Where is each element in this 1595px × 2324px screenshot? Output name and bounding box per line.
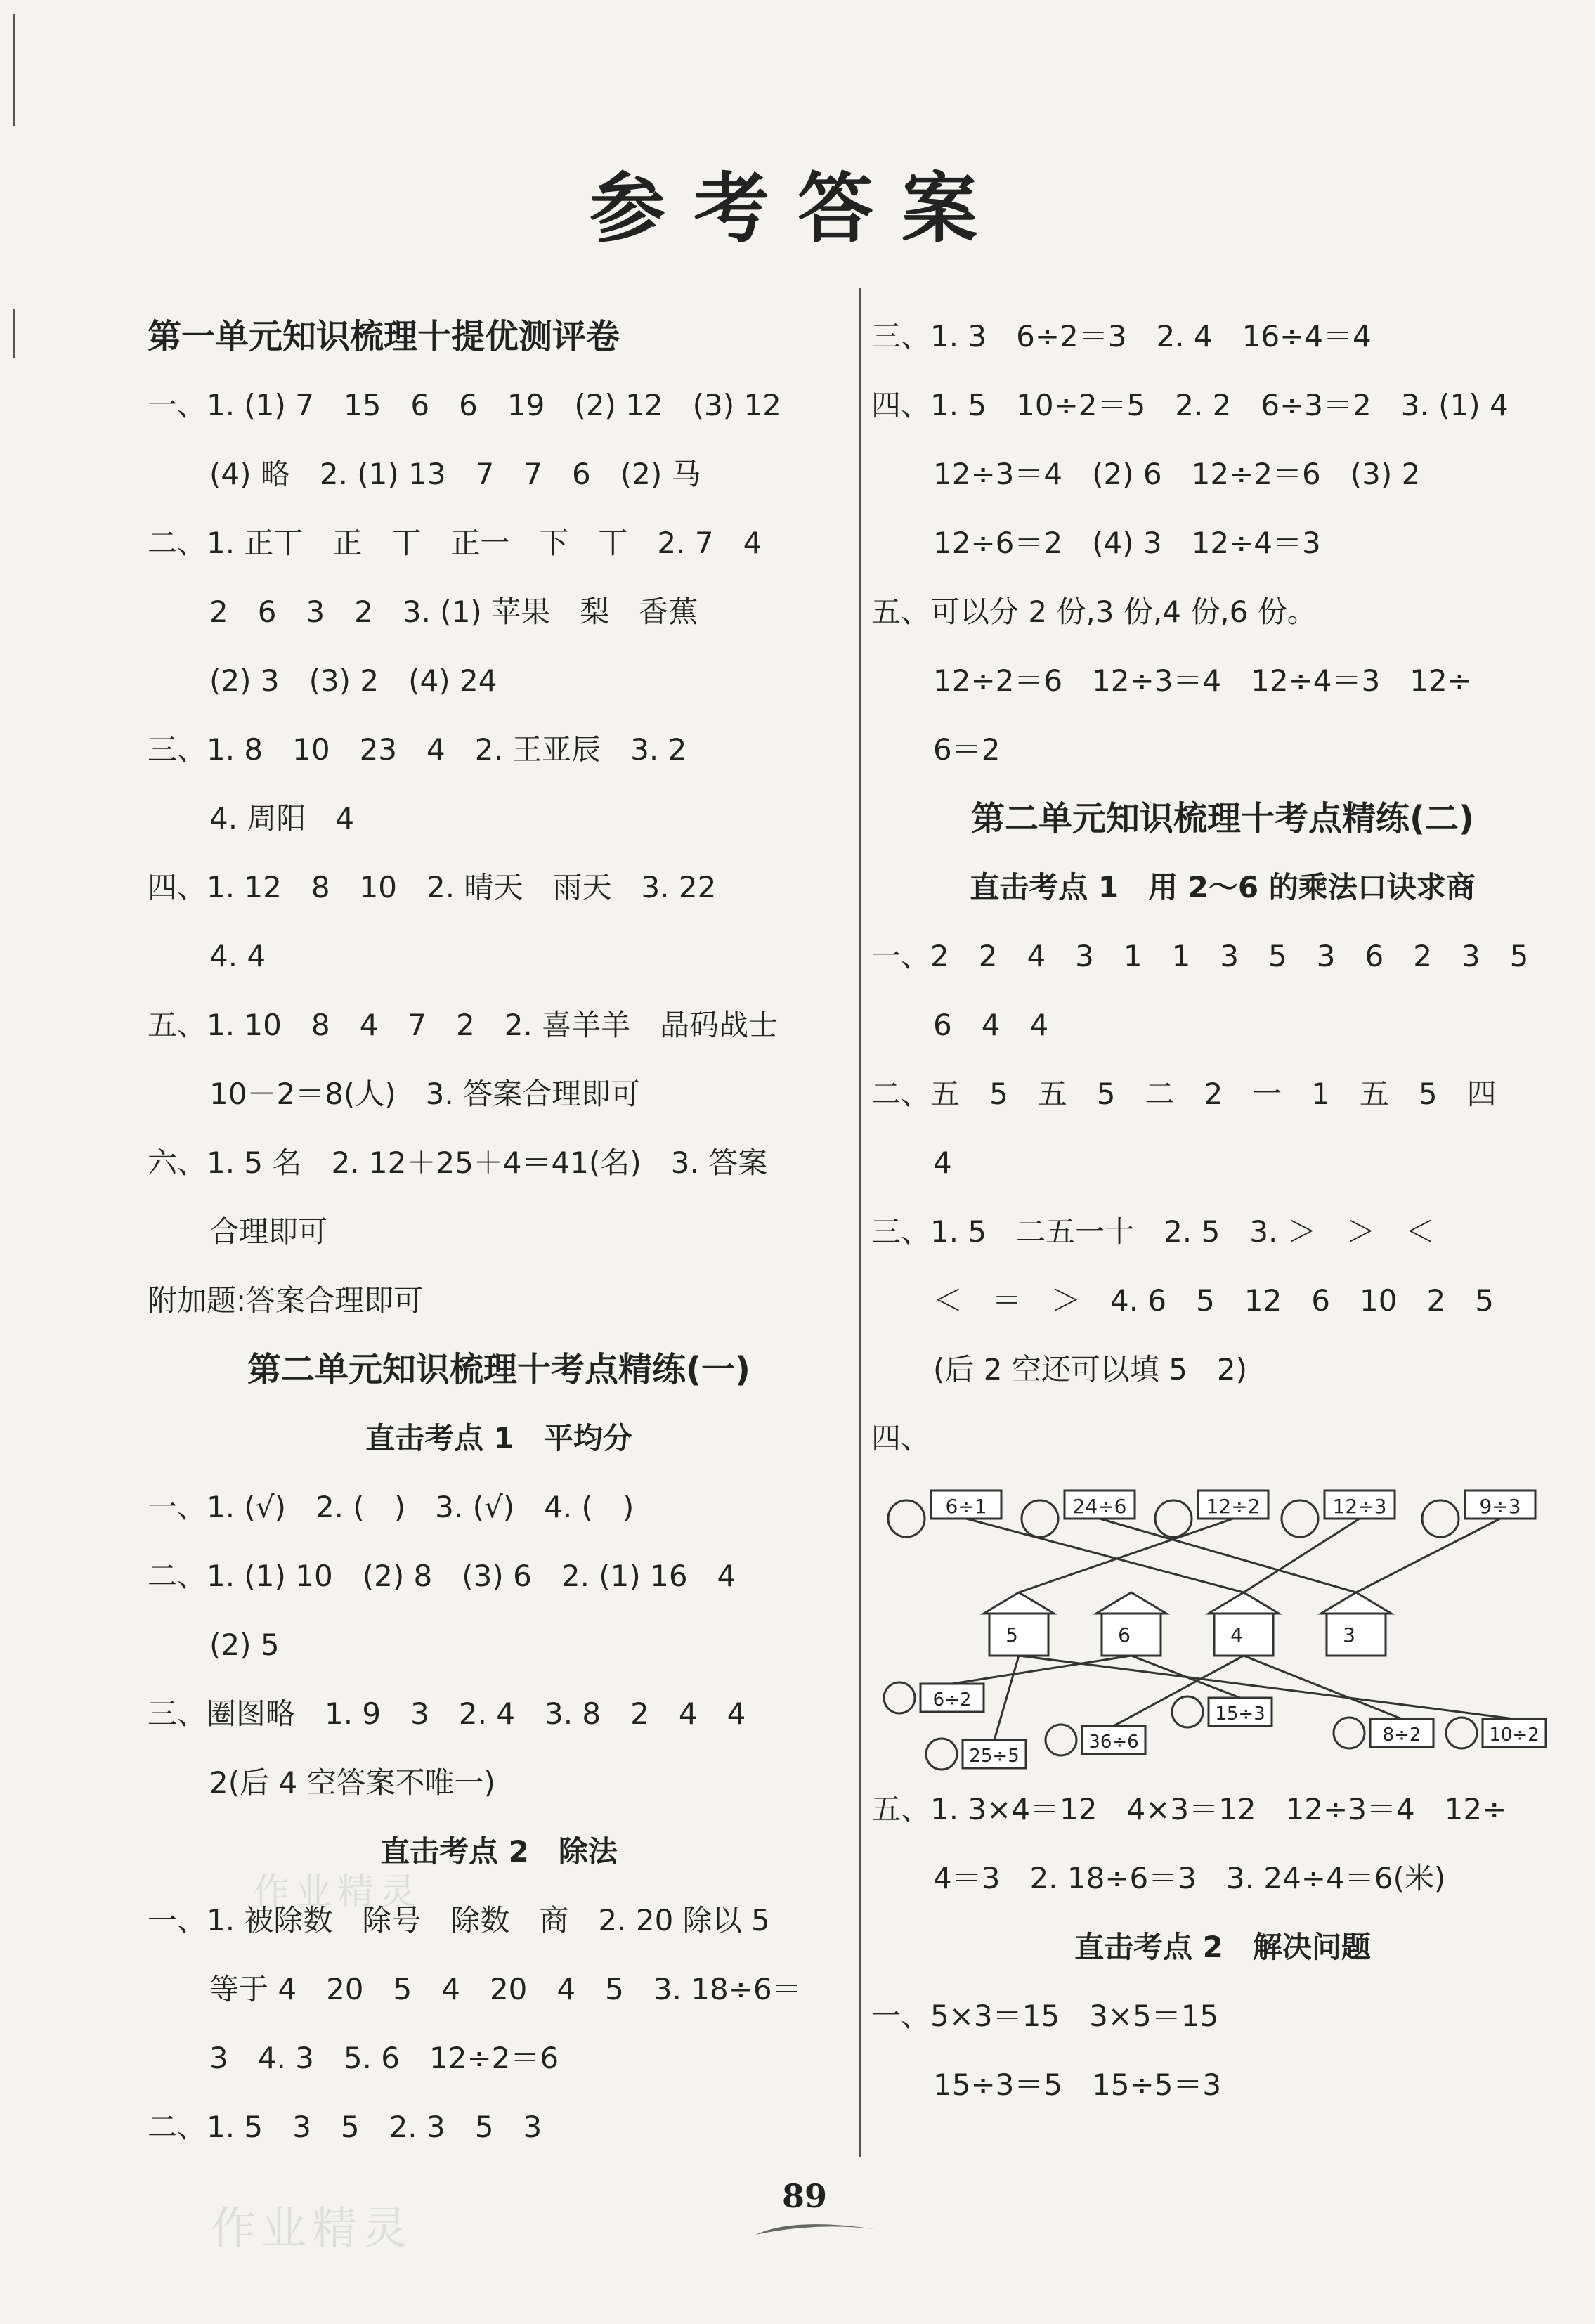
subsection-heading: 直击考点 1 用 2～6 的乘法口诀求商: [970, 870, 1476, 904]
answer-line: 二、1. 正丅 正 丅 正一 下 丅 2. 7 4: [148, 526, 762, 560]
answer-line: 二、1. 5 3 5 2. 3 5 3: [148, 2110, 542, 2144]
matching-figure: [871, 1473, 1574, 1775]
top-expression-label: 6÷1: [945, 1495, 987, 1518]
answer-line: 等于 4 20 5 4 20 4 5 3. 18÷6＝: [209, 1972, 802, 2006]
subsection-heading: 直击考点 2 解决问题: [1074, 1930, 1371, 1964]
house-body: [1327, 1614, 1386, 1656]
top-expression-label: 9÷3: [1479, 1495, 1521, 1518]
match-line: [1244, 1519, 1360, 1592]
matching-diagram: [871, 1473, 1574, 1775]
bottom-expression-label: 36÷6: [1088, 1732, 1139, 1753]
match-line: [1100, 1519, 1356, 1592]
house-number: 3: [1343, 1623, 1355, 1647]
top-expression-label: 12÷2: [1206, 1495, 1261, 1518]
answer-line: ＜ ＝ ＞ 4. 6 5 12 6 10 2 5: [933, 1283, 1494, 1318]
answer-line: 五、1. 10 8 4 7 2 2. 喜羊羊 晶码战士: [148, 1008, 779, 1042]
bottom-expression-label: 8÷2: [1382, 1725, 1421, 1746]
answer-line: 一、5×3＝15 3×5＝15: [871, 1999, 1219, 2033]
answer-line: 五、可以分 2 份,3 份,4 份,6 份。: [871, 595, 1317, 629]
rooster-icon: [1282, 1500, 1318, 1537]
answer-line: (2) 3 (3) 2 (4) 24: [209, 663, 497, 698]
answer-line: 合理即可: [209, 1214, 328, 1249]
answer-line: 一、2 2 4 3 1 1 3 5 3 6 2 3 5: [871, 939, 1529, 973]
house-roof: [1321, 1592, 1391, 1614]
answer-line: 12÷2＝6 12÷3＝4 12÷4＝3 12÷: [933, 663, 1472, 698]
answer-line: 五、1. 3×4＝12 4×3＝12 12÷3＝4 12÷: [871, 1792, 1507, 1826]
page-number: 89: [781, 2177, 827, 2215]
answer-line: 一、1. 被除数 除号 除数 商 2. 20 除以 5: [148, 1903, 770, 1937]
goat-icon: [1022, 1500, 1058, 1537]
bottom-expression-label: 6÷2: [932, 1689, 972, 1710]
right-column: [871, 302, 1574, 2119]
house-number: 6: [1118, 1623, 1131, 1647]
house-number: 4: [1230, 1623, 1243, 1647]
answer-line: 附加题:答案合理即可: [148, 1283, 424, 1318]
answer-line: 二、五 5 五 5 二 2 一 1 五 5 四: [871, 1077, 1497, 1111]
tiger-icon: [1422, 1500, 1459, 1537]
house-roof: [984, 1592, 1054, 1614]
top-expression-label: 12÷3: [1332, 1495, 1387, 1518]
house-body: [1102, 1614, 1161, 1656]
top-expression-label: 24÷6: [1072, 1495, 1127, 1518]
column-divider: [859, 288, 861, 2157]
answer-line: 6 4 4: [933, 1008, 1049, 1042]
answer-line: 一、1. (√) 2. ( ) 3. (√) 4. ( ): [148, 1490, 634, 1524]
answer-line: 三、1. 5 二五一十 2. 5 3. ＞ ＞ ＜: [871, 1214, 1435, 1249]
answer-line: 15÷3＝5 15÷5＝3: [933, 2067, 1222, 2102]
answer-line: 4: [933, 1145, 952, 1180]
house-number: 5: [1005, 1623, 1018, 1647]
answer-line: (2) 5: [209, 1628, 280, 1662]
subsection-heading: 直击考点 1 平均分: [365, 1421, 632, 1455]
bottom-expression-label: 10÷2: [1489, 1725, 1539, 1746]
bottom-expression-label: 15÷3: [1215, 1703, 1265, 1725]
answer-line: 一、1. (1) 7 15 6 6 19 (2) 12 (3) 12: [148, 388, 781, 422]
answer-line: 4. 4: [209, 939, 266, 973]
bird-icon: [888, 1500, 925, 1537]
page-title: 参考答案: [589, 164, 1005, 253]
answer-line: 12÷3＝4 (2) 6 12÷2＝6 (3) 2: [933, 457, 1421, 491]
answer-line: 2 6 3 2 3. (1) 苹果 梨 香蕉: [209, 595, 698, 629]
answer-line: 六、1. 5 名 2. 12＋25＋4＝41(名) 3. 答案: [148, 1145, 768, 1180]
watermark: 作业精灵: [211, 2203, 413, 2255]
binding-mark: [13, 309, 15, 358]
watermark: 作业精灵: [253, 1871, 422, 1914]
answer-line: 三、1. 3 6÷2＝3 2. 4 16÷4＝4: [871, 319, 1372, 353]
match-line: [1356, 1519, 1500, 1592]
house-body: [989, 1614, 1048, 1656]
answer-line: (后 2 空还可以填 5 2): [933, 1352, 1247, 1387]
turtle-icon: [884, 1682, 915, 1713]
answer-line: 4. 周阳 4: [209, 801, 355, 836]
answer-line: 四、1. 5 10÷2＝5 2. 2 6÷3＝2 3. (1) 4: [871, 388, 1509, 422]
answer-line: 三、圈图略 1. 9 3 2. 4 3. 8 2 4 4: [148, 1696, 746, 1731]
section-heading: 第一单元知识梳理十提优测评卷: [148, 317, 620, 356]
dog-icon: [1172, 1696, 1203, 1727]
answer-line: 三、1. 8 10 23 4 2. 王亚辰 3. 2: [148, 732, 687, 767]
bottom-expression-label: 25÷5: [969, 1746, 1020, 1767]
answer-line: 四、1. 12 8 10 2. 晴天 雨天 3. 22: [148, 870, 717, 904]
match-line: [994, 1656, 1019, 1740]
answer-line: (4) 略 2. (1) 13 7 7 6 (2) 马: [209, 457, 701, 491]
match-line: [952, 1656, 1131, 1684]
frog-icon: [1155, 1500, 1192, 1537]
answer-line: 6＝2: [933, 732, 1001, 767]
answer-line: 二、1. (1) 10 (2) 8 (3) 6 2. (1) 16 4: [148, 1559, 736, 1593]
binding-mark: [13, 14, 15, 126]
answer-line: 2(后 4 空答案不唯一): [209, 1765, 495, 1800]
penguin-icon: [1334, 1718, 1365, 1748]
answer-line: 12÷6＝2 (4) 3 12÷4＝3: [933, 526, 1321, 560]
answer-line: 3 4. 3 5. 6 12÷2＝6: [209, 2041, 559, 2075]
answer-line: 四、: [871, 1421, 931, 1455]
section-heading: 第二单元知识梳理十考点精练(二): [971, 799, 1474, 838]
answer-line: 10－2＝8(人) 3. 答案合理即可: [209, 1077, 641, 1111]
bear-icon: [926, 1739, 957, 1770]
ant-icon: [1446, 1718, 1477, 1748]
rabbit-icon: [1046, 1725, 1076, 1755]
section-heading: 第二单元知识梳理十考点精练(一): [247, 1350, 750, 1389]
subsection-heading: 直击考点 2 除法: [380, 1834, 618, 1869]
house-roof: [1096, 1592, 1166, 1614]
answer-line: 4＝3 2. 18÷6＝3 3. 24÷4＝6(米): [933, 1861, 1446, 1895]
house-roof: [1209, 1592, 1279, 1614]
house-body: [1214, 1614, 1273, 1656]
